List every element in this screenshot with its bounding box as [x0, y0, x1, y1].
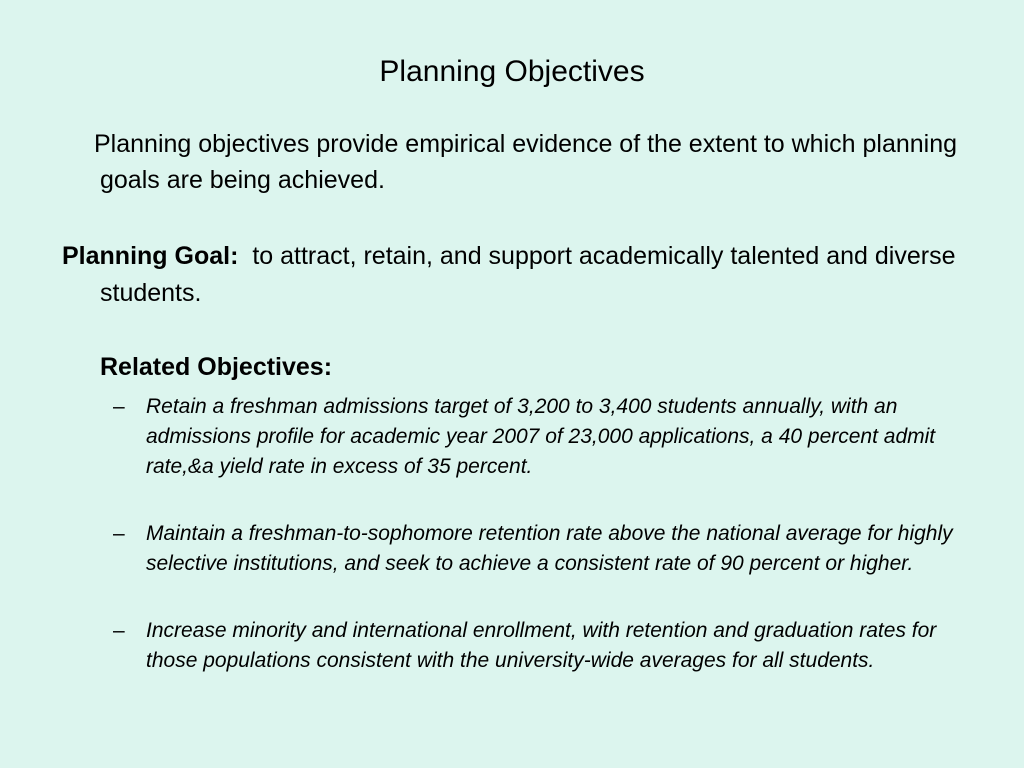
- related-objectives-heading: Related Objectives:: [100, 353, 333, 381]
- objective-item: [113, 392, 993, 482]
- objective-text: Increase minority and international enrollment, with retention and graduation rates for those populations consistent with the university-wide averages for all students.: [146, 619, 937, 672]
- dash-bullet-icon: –: [113, 619, 125, 642]
- objective-item: [113, 519, 993, 579]
- planning-goal-text: to attract, retain, and support academically talented and diverse students.: [100, 242, 956, 307]
- dash-bullet-icon: –: [113, 395, 125, 418]
- planning-goal-label: Planning Goal:: [62, 242, 239, 270]
- objective-item: [113, 616, 993, 676]
- intro-paragraph: Planning objectives provide empirical evidence of the extent to which planning goals are being achieved.: [94, 130, 958, 194]
- slide-title: Planning Objectives: [379, 55, 645, 88]
- planning-goal: [62, 238, 982, 312]
- objective-text: Retain a freshman admissions target of 3,200 to 3,400 students annually, with an admissions profile for academic year 2007 of 23,000 applications, a 40 percent admit rate,&a yield rate in excess of 35 percent.: [146, 395, 936, 478]
- dash-bullet-icon: –: [113, 522, 125, 545]
- objective-text: Maintain a freshman-to-sophomore retention rate above the national average for highly selective institutions, and seek to achieve a consistent rate of 90 percent or higher.: [146, 522, 953, 575]
- objectives-list: [113, 392, 993, 713]
